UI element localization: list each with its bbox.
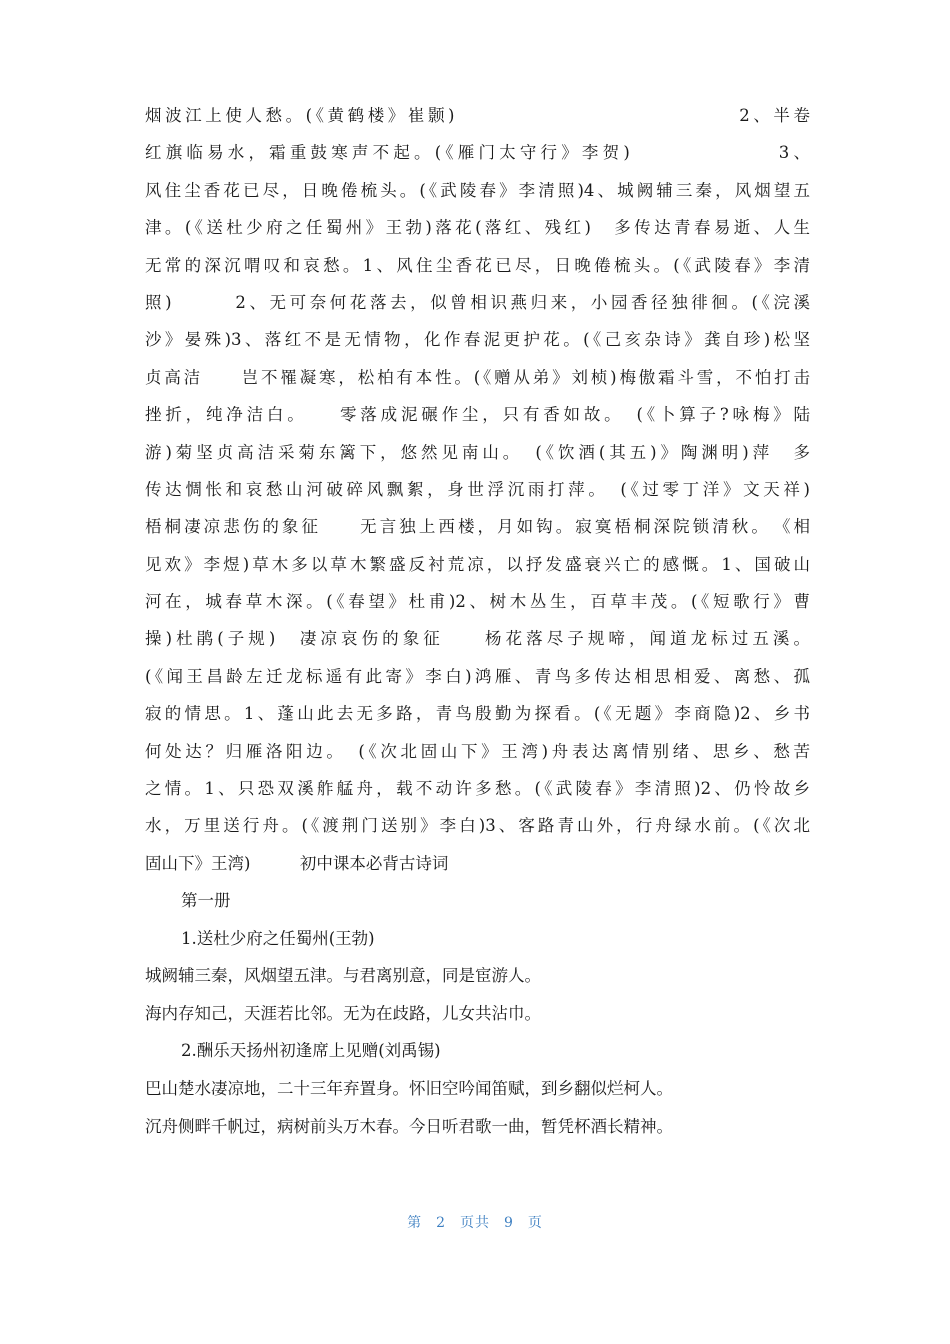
page-number: 2 (436, 1215, 446, 1231)
poem-section (145, 882, 810, 1145)
text-line: 照) 2、无可奈何花落去，似曾相识燕归来，小园香径独徘徊。(《浣溪 (145, 292, 810, 312)
poem-line: 沉舟侧畔千帆过，病树前头万木春。今日听君歌一曲，暂凭杯酒长精神。 (145, 1116, 673, 1136)
text-line: 挫折，纯净洁白。 零落成泥碾作尘，只有香如故。 (《卜算子?咏梅》陆 (145, 405, 810, 425)
text-line: 无常的深沉喟叹和哀愁。1、风住尘香花已尽，日晚倦梳头。(《武陵春》李清 (145, 255, 810, 275)
text-line: 烟波江上使人愁。(《黄鹤楼》崔颢) 2、半卷 (145, 106, 810, 125)
footer-suffix: 页 (527, 1215, 543, 1231)
poem-line: 城阙辅三秦，风烟望五津。与君离别意，同是宦游人。 (145, 966, 541, 986)
poem-title: 2.酬乐天扬州初逢席上见赠(刘禹锡) (181, 1041, 441, 1061)
text-line: 见欢》李煜)草木多以草木繁盛反衬荒凉，以抒发盛衰兴亡的感慨。1、国破山 (145, 554, 810, 574)
text-line: 风住尘香花已尽，日晚倦梳头。(《武陵春》李清照)4、城阙辅三秦，风烟望五 (145, 180, 810, 200)
text-line: 贞高洁 岂不罹凝寒，松柏有本性。(《赠从弟》刘桢)梅傲霜斗雪，不怕打击 (145, 367, 810, 387)
poem-line: 海内存知己，天涯若比邻。无为在歧路，儿女共沾巾。 (145, 1003, 541, 1023)
text-line: 操)杜鹃(子规) 凄凉哀伤的象征 杨花落尽子规啼，闻道龙标过五溪。 (145, 629, 810, 649)
text-line: 何处达？归雁洛阳边。 (《次北固山下》王湾)舟表达离情别绪、思乡、愁苦 (145, 741, 810, 761)
text-line: 沙》晏殊)3、落红不是无情物，化作春泥更护花。(《己亥杂诗》龚自珍)松坚 (145, 330, 810, 350)
text-line: 红旗临易水，霜重鼓寒声不起。(《雁门太守行》李贺) 3、 (145, 143, 810, 163)
text-line: 之情。1、只恐双溪舴艋舟，载不动许多愁。(《武陵春》李清照)2、仍怜故乡 (145, 779, 810, 799)
text-line: 河在，城春草木深。(《春望》杜甫)2、树木丛生，百草丰茂。(《短歌行》曹 (145, 592, 810, 612)
text-line: (《闻王昌龄左迁龙标遥有此寄》李白)鸿雁、青鸟多传达相思相爱、离愁、孤 (145, 666, 810, 686)
text-line: 游)菊坚贞高洁采菊东篱下，悠然见南山。 (《饮酒(其五)》陶渊明)萍 多 (145, 442, 810, 462)
volume-heading: 第一册 (181, 891, 231, 910)
body-paragraph (145, 97, 810, 882)
text-line: 水，万里送行舟。(《渡荆门送别》李白)3、客路青山外，行舟绿水前。(《次北 (145, 816, 810, 836)
footer-prefix: 第 (407, 1215, 423, 1231)
page-footer (0, 1212, 950, 1232)
poem-title: 1.送杜少府之任蜀州(王勃) (181, 928, 375, 948)
text-line: 寂的情思。1、蓬山此去无多路，青鸟殷勤为探看。(《无题》李商隐)2、乡书 (145, 704, 810, 724)
total-pages: 9 (504, 1215, 514, 1231)
poem-line: 巴山楚水凄凉地，二十三年弃置身。怀旧空吟闻笛赋，到乡翻似烂柯人。 (145, 1078, 673, 1098)
footer-middle: 页共 (460, 1215, 490, 1231)
text-line: 传达惆怅和哀愁山河破碎风飘絮，身世浮沉雨打萍。 (《过零丁洋》文天祥) (145, 479, 810, 499)
text-line: 固山下》王湾) 初中课本必背古诗词 (145, 853, 449, 873)
text-line: 梧桐凄凉悲伤的象征 无言独上西楼，月如钩。寂寞梧桐深院锁清秋。 《相 (145, 517, 810, 537)
text-line: 津。(《送杜少府之任蜀州》王勃)落花(落红、残红) 多传达青春易逝、人生 (145, 218, 810, 238)
